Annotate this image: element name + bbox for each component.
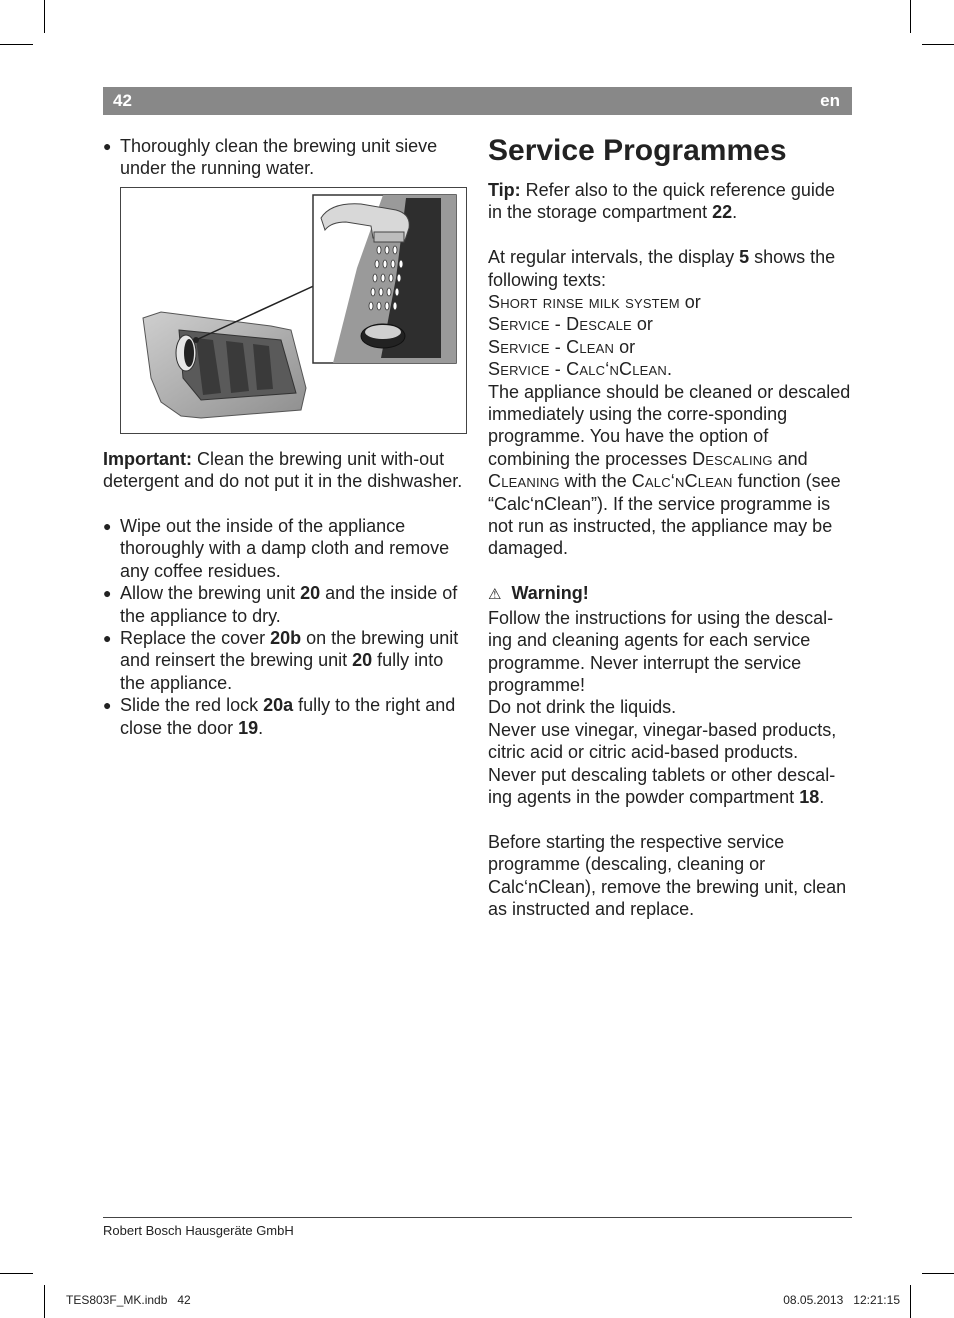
display-text-line: Service - Clean or	[488, 336, 636, 357]
crop-mark	[44, 1285, 45, 1318]
crop-mark	[0, 44, 33, 45]
intervals-paragraph: At regular intervals, the display 5 shows the following texts:	[488, 247, 836, 290]
bullet-replace-cover: ● Replace the cover 20b on the brewing unit and reinsert the brewing unit 20 fully into the appliance.	[103, 627, 463, 694]
crop-mark	[0, 1273, 33, 1274]
language-code: en	[820, 91, 840, 110]
page-number: 42	[113, 91, 132, 110]
warning-icon: ⚠	[488, 586, 502, 604]
display-text-line: Service - Calc‘nClean.	[488, 359, 673, 380]
warning-line: Never use vinegar, vinegar-based products, citric acid or citric acid-based products.	[488, 719, 837, 763]
cleaning-paragraph: The appliance should be cleaned or descaled immediately using the corre-sponding programme. You have the option of combining the processes Descaling and Cleaning with the Calc‘nClean function (see “Calc‘nClean”). If the service programme is not run as instructed, the appliance may be damaged.	[488, 381, 851, 559]
warning-line: Never put descaling tablets or other descal-ing agents in the powder compartment 18.	[488, 764, 836, 807]
display-text-line: Short rinse milk system or	[488, 292, 701, 313]
bullet-dry: ● Allow the brewing unit 20 and the inside of the appliance to dry.	[103, 582, 463, 627]
bullet-wipe: ● Wipe out the inside of the appliance thoroughly with a damp cloth and remove any coffee residues.	[103, 515, 463, 582]
brewing-unit-rinsing-image	[121, 188, 466, 433]
footer-company: Robert Bosch Hausgeräte GmbH	[103, 1223, 294, 1238]
crop-mark	[910, 1285, 911, 1318]
warning-line: Follow the instructions for using the descal-ing and cleaning agents for each service programme. Never interrupt the service programme!	[488, 607, 834, 695]
page-title: Service Programmes	[488, 134, 787, 167]
crop-mark	[44, 0, 45, 33]
tip-paragraph: Tip: Refer also to the quick reference guide in the storage compartment 22.	[488, 180, 835, 223]
print-slug-file: TES803F_MK.indb 42	[66, 1293, 191, 1307]
warning-line: Do not drink the liquids.	[488, 697, 677, 718]
crop-mark	[910, 0, 911, 33]
brewing-unit-illustration	[120, 187, 467, 434]
right-column	[488, 135, 853, 920]
left-column	[103, 135, 463, 739]
warning-heading: ⚠ Warning!	[488, 583, 589, 604]
display-text-line: Service - Descale or	[488, 314, 653, 335]
bullet-clean-sieve: ● Thoroughly clean the brewing unit sieve under the running water.	[103, 135, 463, 180]
page-header-bar	[103, 87, 852, 115]
print-slug-date: 08.05.2013 12:21:15	[783, 1293, 900, 1307]
important-note: Important: Clean the brewing unit with-out detergent and do not put it in the dishwasher.	[103, 448, 463, 492]
bullet-red-lock: ● Slide the red lock 20a fully to the right and close the door 19.	[103, 694, 463, 739]
crop-mark	[922, 44, 954, 45]
footer-rule	[103, 1217, 852, 1218]
crop-mark	[922, 1273, 954, 1274]
before-starting-paragraph: Before starting the respective service programme (descaling, cleaning or Calc‘nClean), remove the brewing unit, clean as instructed and replace.	[488, 831, 847, 919]
